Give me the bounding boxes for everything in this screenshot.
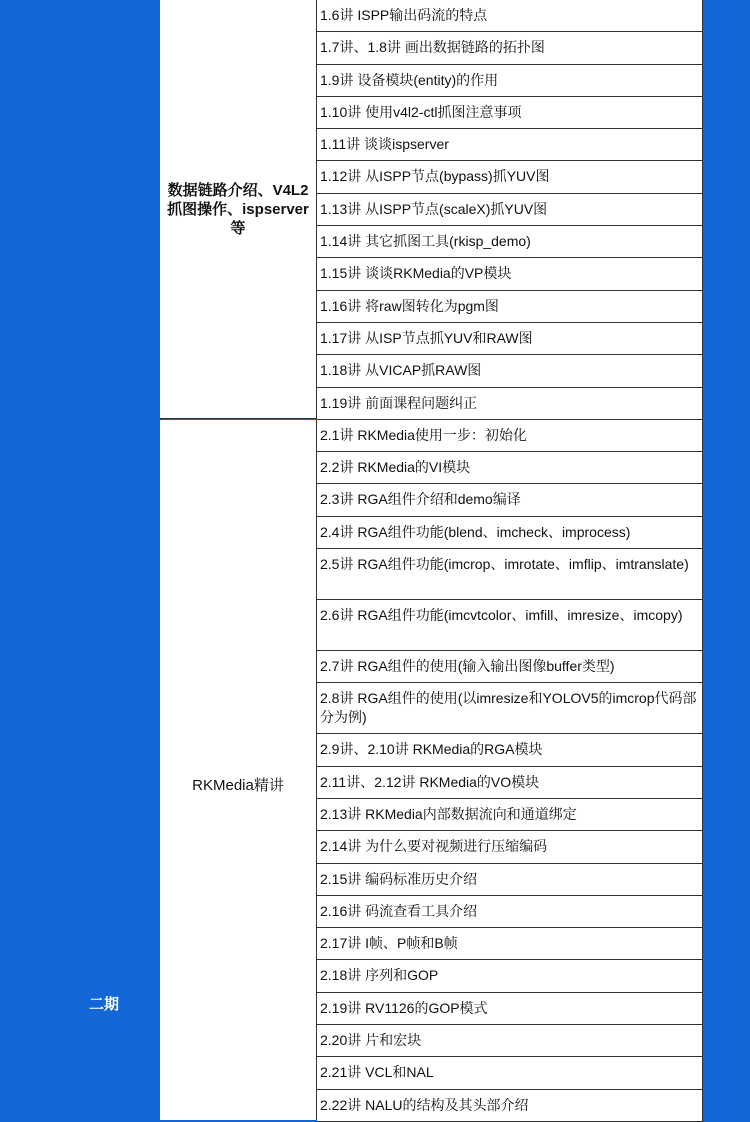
lesson-row: 2.5讲 RGA组件功能(imcrop、imrotate、imflip、imtranslate) [317,549,702,600]
lesson-row: 1.14讲 其它抓图工具(rkisp_demo) [317,226,702,258]
lesson-row: 1.12讲 从ISPP节点(bypass)抓YUV图 [317,161,702,193]
lesson-row: 1.19讲 前面课程问题纠正 [317,388,702,420]
lesson-row: 2.20讲 片和宏块 [317,1025,702,1057]
lesson-row: 2.16讲 码流查看工具介绍 [317,896,702,928]
lesson-row: 2.17讲 I帧、P帧和B帧 [317,928,702,960]
lesson-row: 2.3讲 RGA组件介绍和demo编译 [317,484,702,516]
lesson-row: 2.18讲 序列和GOP [317,960,702,992]
lesson-row: 1.7讲、1.8讲 画出数据链路的拓扑图 [317,32,702,64]
lesson-row: 1.15讲 谈谈RKMedia的VP模块 [317,258,702,290]
group-cell-rkmedia [160,420,317,1120]
lesson-row: 1.16讲 将raw图转化为pgm图 [317,291,702,323]
lesson-row: 2.21讲 VCL和NAL [317,1057,702,1089]
lesson-row: 2.2讲 RKMedia的VI模块 [317,452,702,484]
lesson-row: 1.11讲 谈谈ispserver [317,129,702,161]
lesson-row: 1.17讲 从ISP节点抓YUV和RAW图 [317,323,702,355]
group-label: 数据链路介绍、V4L2抓图操作、ispserver等 [167,181,309,237]
lesson-row: 2.1讲 RKMedia使用一步：初始化 [317,420,702,452]
group-label: RKMedia精讲 [192,776,284,794]
lesson-row: 2.7讲 RGA组件的使用(输入输出图像buffer类型) [317,651,702,683]
lesson-row: 1.18讲 从VICAP抓RAW图 [317,355,702,387]
lesson-row: 2.19讲 RV1126的GOP模式 [317,993,702,1025]
period-column [48,0,161,1120]
lesson-row: 2.22讲 NALU的结构及其头部介绍 [317,1090,702,1122]
lesson-row: 1.9讲 设备模块(entity)的作用 [317,65,702,97]
lesson-row: 1.6讲 ISPP输出码流的特点 [317,0,702,32]
lesson-row: 2.13讲 RKMedia内部数据流向和通道绑定 [317,799,702,831]
group-cell-data-link [160,0,317,419]
lesson-row: 1.10讲 使用v4l2-ctl抓图注意事项 [317,97,702,129]
lesson-row: 2.15讲 编码标准历史介绍 [317,864,702,896]
lesson-list [317,0,703,1122]
lesson-row: 2.6讲 RGA组件功能(imcvtcolor、imfill、imresize、imcopy) [317,600,702,651]
lesson-row: 1.13讲 从ISPP节点(scaleX)抓YUV图 [317,194,702,226]
lesson-row: 2.4讲 RGA组件功能(blend、imcheck、improcess) [317,517,702,549]
lesson-row: 2.9讲、2.10讲 RKMedia的RGA模块 [317,734,702,766]
lesson-row: 2.14讲 为什么要对视频进行压缩编码 [317,831,702,863]
period-label: 二期 [88,996,119,1013]
lesson-row: 2.11讲、2.12讲 RKMedia的VO模块 [317,767,702,799]
right-margin [703,0,750,1120]
lesson-row: 2.8讲 RGA组件的使用(以imresize和YOLOV5的imcrop代码部分为例) [317,683,702,734]
